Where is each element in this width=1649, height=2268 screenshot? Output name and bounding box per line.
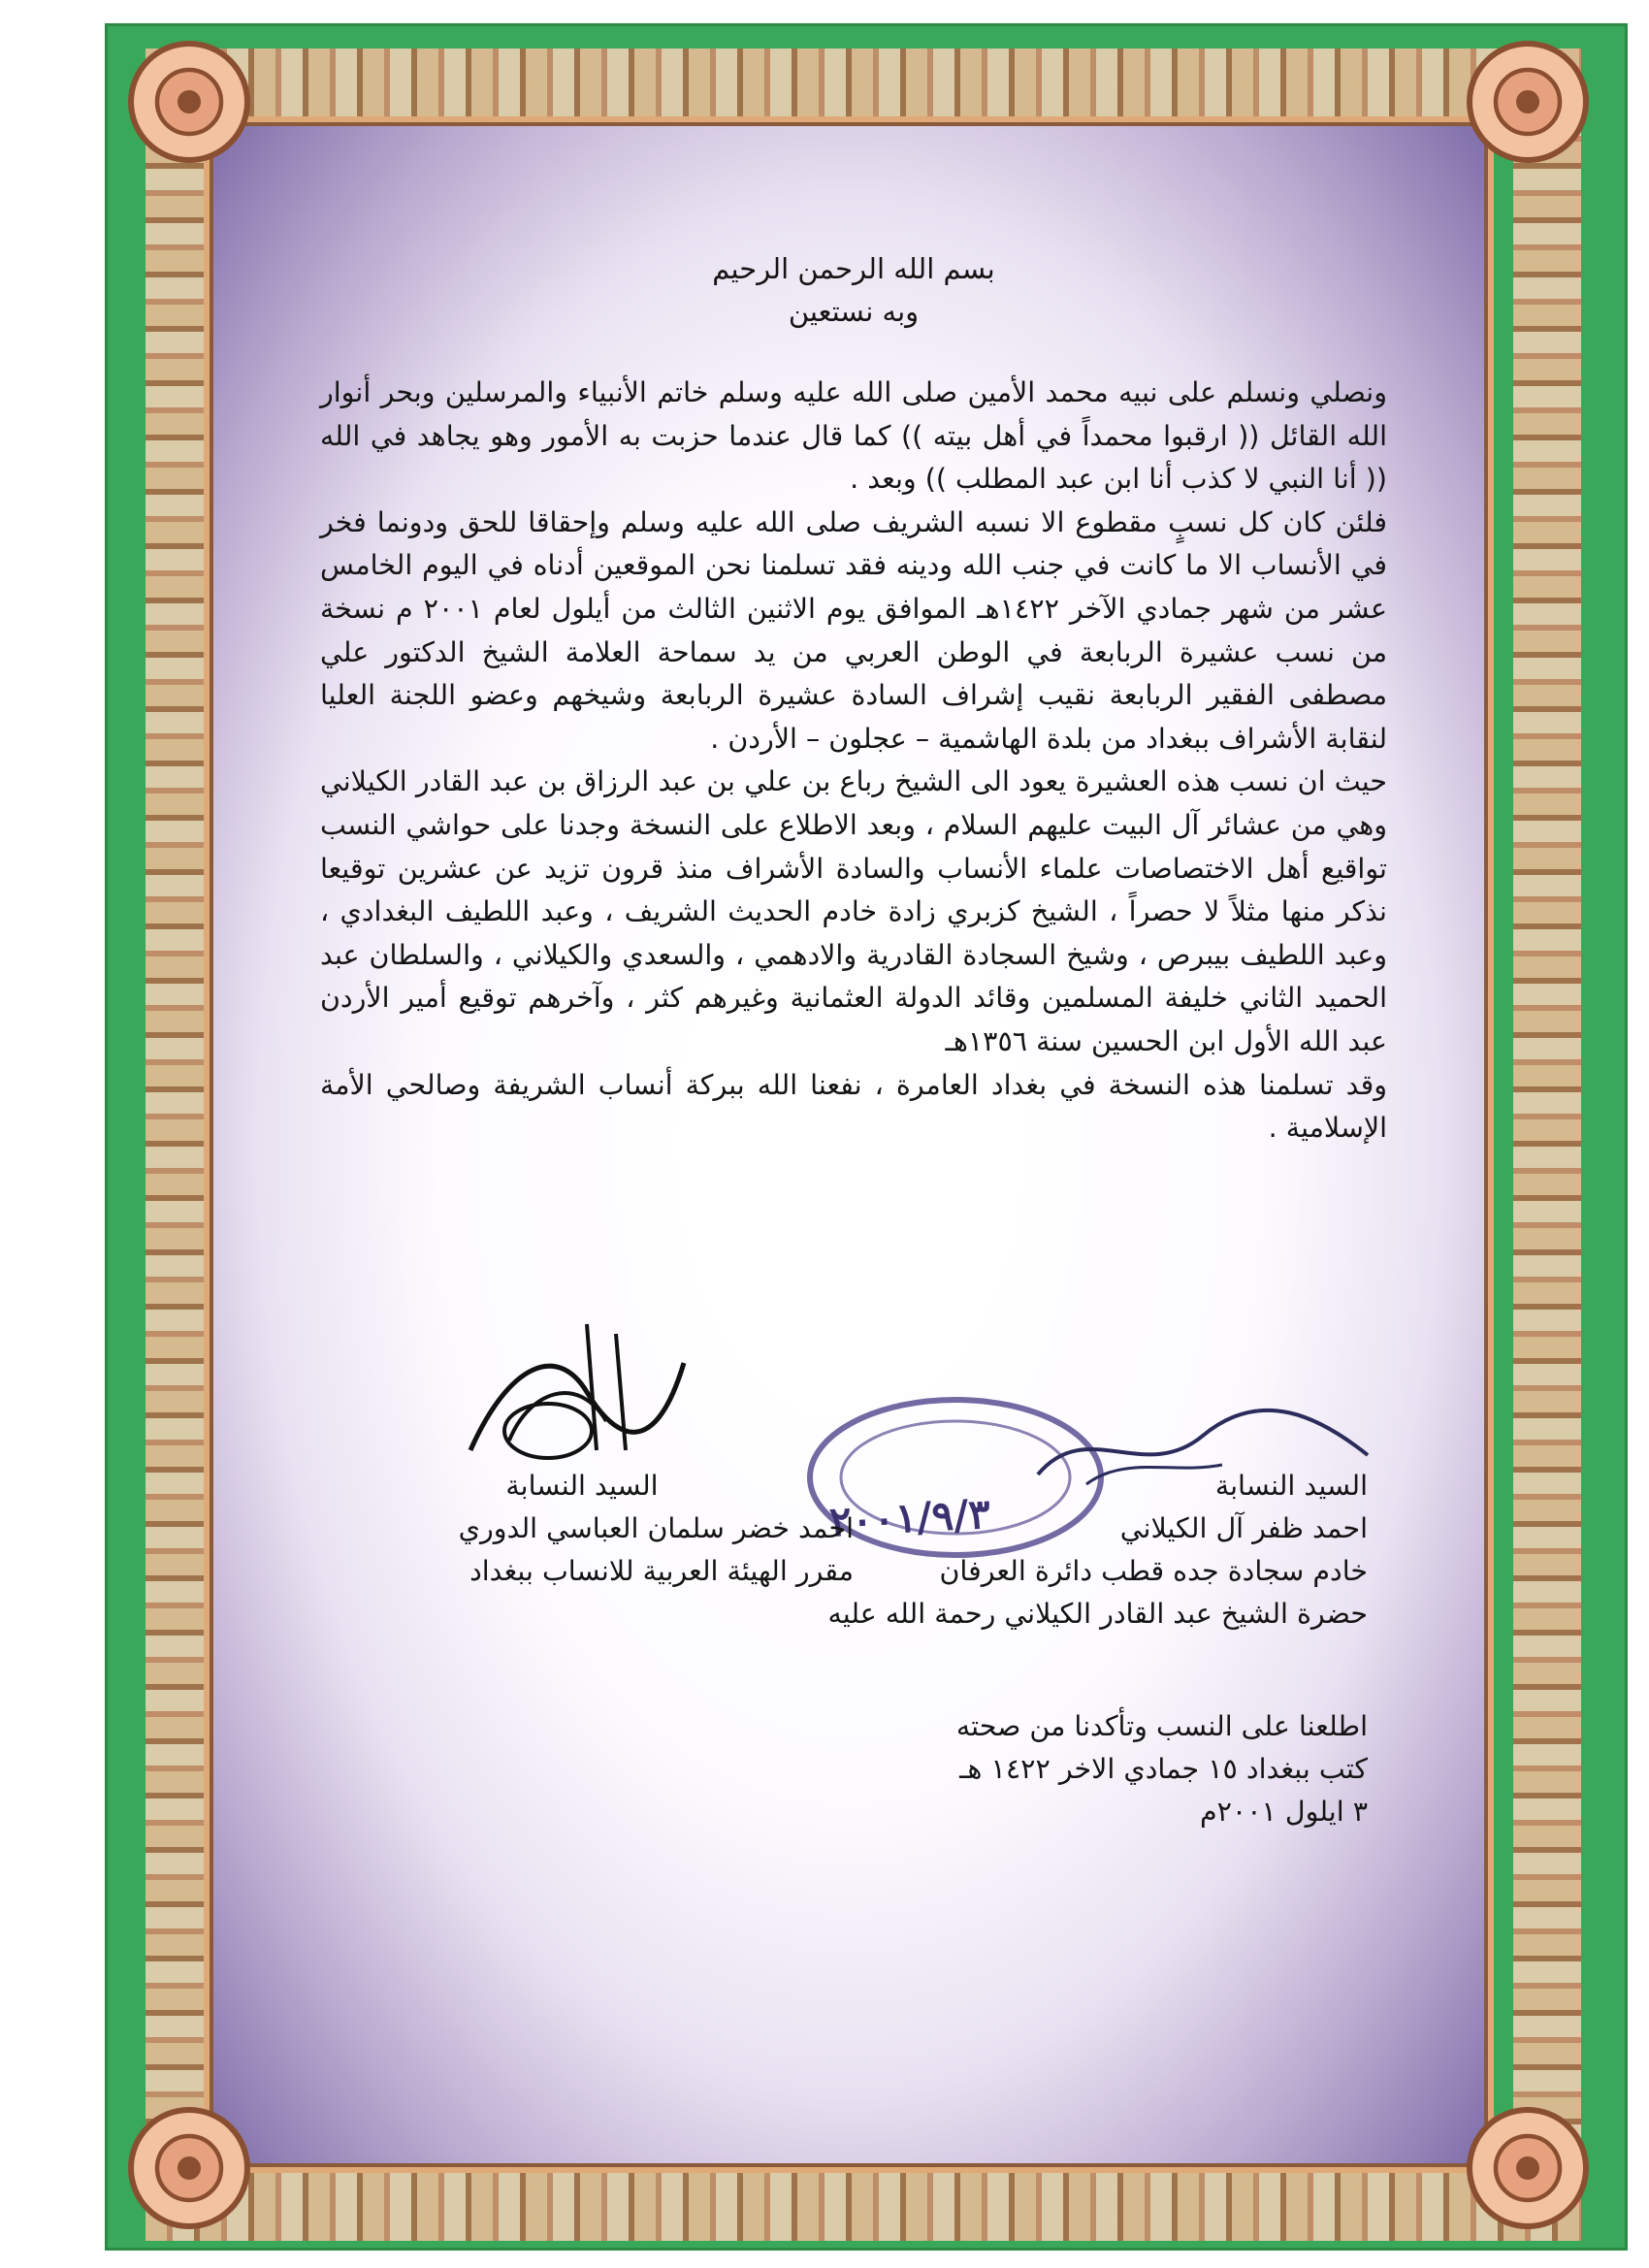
corner-ornament-bottom-left [116,2095,262,2241]
corner-ornament-top-right [1455,29,1600,175]
ornament-right-rail [1513,116,1581,2173]
paragraph-4: وقد تسلمنا هذه النسخة في بغداد العامرة ، نفعنا الله ببركة أنساب الشريفة وصالحي الأمة الإسلامية . [320,1068,1387,1145]
signatory-left-name: احمد خضر سلمان العباسي الدوري [458,1512,854,1544]
signatory-right-role-2: حضرة الشيخ عبد القادر الكيلاني رحمة الله عليه [827,1598,1368,1630]
verification-line-2: كتب ببغداد ١٥ جمادي الاخر ١٤٢٢ هـ [959,1753,1368,1785]
signatory-right-role-1: خادم سجادة جده قطب دائرة العرفان [939,1555,1368,1587]
corner-ornament-top-left [116,29,262,175]
paragraph-1: ونصلي ونسلم على نبيه محمد الأمين صلى الله عليه وسلم خاتم الأنبياء والمرسلين وبحر أنوار الله القائل (( ارقبوا محمداً في أهل بيته )) كما قال عندما حزبت به الأمور وهو يجاهد في الله (( أنا النبي لا كذب أنا ابن عبد المطلب )) وبعد . [320,376,1387,496]
basmala: بسم الله الرحمن الرحيم [712,252,995,285]
document-body [320,247,1387,1150]
verification-line-1: اطلعنا على النسب وتأكدنا من صحته [955,1710,1368,1742]
paragraph-2: فلئن كان كل نسبٍ مقطوع الا نسبه الشريف صلى الله عليه وسلم وإحقاقا للحق ودونما فخر في الأنساب الا ما كانت في جنب الله ودينه فقد تسلمنا نحن الموقعين أدناه في اليوم الخامس عشر من شهر جمادي الآخر ١٤٢٢هـ الموافق يوم الاثنين الثالث من أيلول لعام ٢٠٠١ م نسخة من نسب عشيرة الربابعة في الوطن العربي من يد سماحة العلامة الشيخ الدكتور علي مصطفى الفقير الربابعة نقيب إشراف السادة عشيرة الربابعة وشيخهم وعضو اللجنة العليا لنقابة الأشراف ببغداد من بلدة الهاشمية – عجلون – الأردن . [320,505,1387,755]
tughra-signature-icon [451,1305,703,1479]
signatory-right-title: السيد النسابة [1214,1470,1368,1502]
ornament-top-rail [146,49,1581,116]
verification-line-3: ٣ ايلول ٢٠٠١م [1199,1796,1368,1828]
paragraph-3: حيث ان نسب هذه العشيرة يعود الى الشيخ رباع بن علي بن عبد الرزاق بن عبد القادر الكيلاني وهي من عشائر آل البيت عليهم السلام ، وبعد الاطلاع على النسخة وجدنا على حواشي النسب تواقيع أهل الاختصاصات علماء الأنساب والسادة الأشراف منذ قرون تزيد عن عشرين توقيعا نذكر منها مثلاً لا حصراً ، الشيخ كزبري زادة خادم الحديث الشريف ، وعبد اللطيف البغدادي ، وعبد اللطيف بيبرص ، وشيخ السجادة القادرية والادهمي ، والسعدي والكيلاني ، والسلطان عبد الحميد الثاني خليفة المسلمين وقائد الدولة العثمانية وغيرهم كثر ، وآخرهم توقيع أمير الأردن عبد الله الأول ابن الحسين سنة ١٣٥٦هـ [320,765,1387,1057]
signatory-right [766,1465,1368,1636]
corner-ornament-bottom-right [1455,2095,1600,2241]
signatory-left-title: السيد النسابة [505,1470,659,1502]
signatory-left-role: مقرر الهيئة العربية للانساب ببغداد [469,1555,854,1587]
verification-note [776,1705,1368,1833]
signatory-right-name: احمد ظفر آل الكيلاني [1119,1512,1368,1544]
ornament-bottom-rail [146,2173,1581,2241]
subtitle: وبه نستعين [788,295,920,328]
seal-date: ٢٠٠١/٩/٣ [827,1489,992,1546]
